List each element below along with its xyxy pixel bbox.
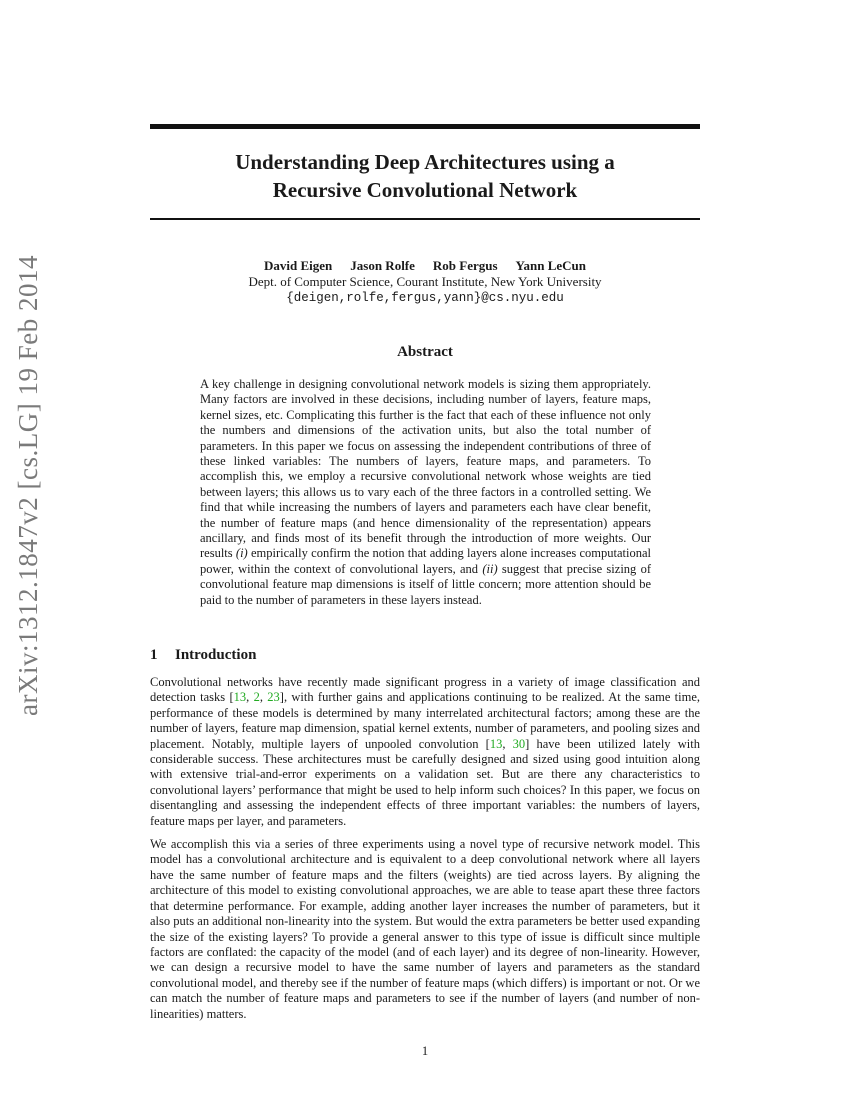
abstract-heading: Abstract [397, 344, 453, 360]
arxiv-stamp [4, 254, 52, 716]
page-number: 1 [421, 1044, 429, 1058]
author-affiliation: Dept. of Computer Science, Courant Institute, New York University [248, 274, 602, 289]
abstract-text-3: suggest that precise sizing of convolutional feature map dimensions is itself of little concern; more attention should be paid to the number of parameters in these layers instead. [200, 561, 651, 607]
section-title: Introduction [175, 647, 257, 663]
citation-link[interactable]: 30 [512, 736, 526, 751]
title-rule-top [150, 124, 700, 129]
abstract-text-2: empirically confirm the notion that adding layers alone increases computational power, within the context of convolutional layers, and [200, 546, 652, 576]
arxiv-stamp-text: arXiv:1312.1847v2 [cs.LG] 19 Feb 2014 [12, 254, 43, 716]
author-name: Jason Rolfe [350, 258, 415, 273]
introduction-body [150, 675, 700, 1030]
paper-title-line-1: Understanding Deep Architectures using a [235, 150, 615, 174]
author-name: Yann LeCun [515, 258, 586, 273]
section-number: 1 [150, 647, 158, 663]
citation-separator: , [502, 736, 513, 751]
abstract-marker-ii: (ii) [482, 561, 498, 576]
intro-paragraph-2: We accomplish this via a series of three experiments using a novel type of recursive network model. This model has a convolutional architecture and is equivalent to a deep convolutional network where all layers have the same number of feature maps and the filters (weights) are tied across layers. By aligning the architecture of this model to existing convolutional approaches, we are able to tease apart these three factors that determine performance. For example, adding another layer increases the number of parameters, but it also puts an additional non-linearity into the system. But would the extra parameters be better used expanding the size of the existing layers? To provide a general answer to this type of issue is difficult since multiple factors are conflated: the capacity of the model (and of each layer) and its degree of non-linearity. However, we can design a recursive model to have the same number of layers and parameters as the standard convolutional model, and thereby see if the number of feature maps (which differs) is important or not. Or we can match the number of feature maps and parameters to see if the number of layers (and number of non-linearities) matters. [150, 837, 700, 1021]
intro-text: ], with further gains and applications continuing to be realized. At the same time, performance of these models is determined by many interrelated architectural factors; among these are the number of layers, feature map dimension, spatial kernel extents, number of parameters, and pooling sizes and placement. Notably, multiple layers of unpooled convolution [ [150, 690, 701, 751]
author-email: {deigen,rolfe,fergus,yann}@cs.nyu.edu [286, 291, 564, 305]
paper-title [150, 148, 700, 204]
citation-link[interactable]: 23 [267, 690, 280, 705]
citation-link[interactable]: 13 [489, 736, 503, 751]
abstract-text-1: A key challenge in designing convolutional network models is sizing them appropriately. Many factors are involved in these decisions, including number of layers, feature maps, kernel sizes, etc. Complicating this further is the fact that each of these influence not only the numbers and dimensions of the activation units, but also the total number of parameters. In this paper we focus on assessing the independent contributions of three of these linked variables: The numbers of layers, feature maps, and parameters. To accomplish this, we employ a recursive convolutional network whose weights are tied between layers; this allows us to vary each of the three factors in a controlled setting. We find that while increasing the numbers of layers and parameters each have clear benefit, the number of feature maps (and hence dimensionality of the representation) appears ancillary, and finds most of its benefit through the introduction of more weights. Our results [200, 377, 651, 561]
intro-paragraph-1 [150, 675, 700, 829]
paper-title-line-2: Recursive Convolutional Network [272, 178, 578, 202]
abstract-body [200, 377, 651, 608]
citation-link[interactable]: 13 [233, 690, 247, 705]
intro-text: Convolutional networks have recently made significant progress in a variety of image classification and detection tasks [ [150, 675, 700, 705]
author-name: David Eigen [264, 258, 333, 273]
citation-separator: , [259, 690, 268, 705]
citation-separator: , [246, 690, 254, 705]
author-names [150, 258, 700, 274]
title-rule-bottom [150, 218, 700, 220]
author-name: Rob Fergus [432, 258, 498, 273]
section-heading-introduction [150, 647, 700, 664]
intro-text: ] have been utilized lately with considerable success. These architectures must be carefully designed and sized using good intuition along with extensive trial-and-error experiments on a validation set. But are there any characteristics to convolutional layers’ performance that might be used to help inform such choices? In this paper, we focus on disentangling and assessing the independent effects of three important variables: the numbers of layers, feature maps per layer, and parameters. [150, 736, 700, 828]
author-block [150, 258, 700, 306]
abstract-marker-i: (i) [235, 546, 248, 561]
citation-link[interactable]: 2 [253, 690, 260, 705]
